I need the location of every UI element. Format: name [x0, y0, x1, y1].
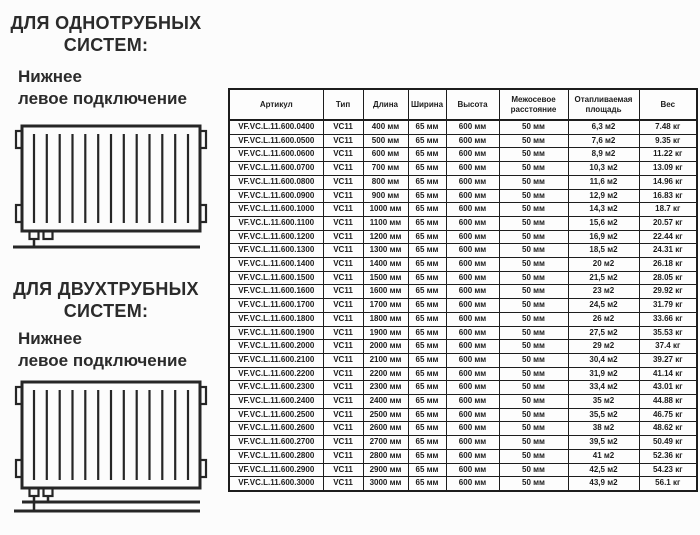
table-cell: 50 мм [499, 477, 568, 491]
table-cell: VF.VC.L.11.600.2500 [229, 408, 323, 422]
table-cell: 24,5 м2 [568, 299, 639, 313]
table-row [229, 449, 697, 463]
table-cell: VC11 [323, 340, 363, 354]
table-row [229, 175, 697, 189]
table-cell: 600 мм [446, 148, 499, 162]
table-cell: 35 м2 [568, 395, 639, 409]
table-cell: 1900 мм [363, 326, 408, 340]
table-cell: 65 мм [408, 477, 446, 491]
table-cell: 2100 мм [363, 353, 408, 367]
table-cell: VF.VC.L.11.600.1300 [229, 244, 323, 258]
column-header-3: Ширина [408, 89, 446, 120]
table-cell: 900 мм [363, 189, 408, 203]
table-cell: VF.VC.L.11.600.0700 [229, 162, 323, 176]
table-cell: VC11 [323, 203, 363, 217]
table-cell: 600 мм [446, 408, 499, 422]
table-cell: 44.88 кг [639, 395, 697, 409]
table-cell: 50 мм [499, 463, 568, 477]
table-cell: VC11 [323, 477, 363, 491]
table-row [229, 395, 697, 409]
table-cell: 18.7 кг [639, 203, 697, 217]
column-header-0: Артикул [229, 89, 323, 120]
two-pipe-section-title [4, 278, 208, 322]
table-cell: 10,3 м2 [568, 162, 639, 176]
table-cell: VF.VC.L.11.600.2600 [229, 422, 323, 436]
table-cell: VC11 [323, 299, 363, 313]
table-cell: 29.92 кг [639, 285, 697, 299]
table-cell: 28.05 кг [639, 271, 697, 285]
table-cell: 2000 мм [363, 340, 408, 354]
table-cell: VC11 [323, 449, 363, 463]
table-cell: 65 мм [408, 162, 446, 176]
table-cell: 50 мм [499, 367, 568, 381]
table-cell: 2600 мм [363, 422, 408, 436]
table-cell: 2500 мм [363, 408, 408, 422]
table-cell: 29 м2 [568, 340, 639, 354]
table-row [229, 285, 697, 299]
table-cell: 65 мм [408, 381, 446, 395]
table-cell: 9.35 кг [639, 134, 697, 148]
table-cell: 700 мм [363, 162, 408, 176]
table-cell: VF.VC.L.11.600.2200 [229, 367, 323, 381]
table-cell: 65 мм [408, 175, 446, 189]
table-cell: 1400 мм [363, 258, 408, 272]
table-cell: VC11 [323, 326, 363, 340]
two-pipe-sub-line2: левое подключение [18, 351, 187, 370]
table-cell: 3000 мм [363, 477, 408, 491]
table-cell: VC11 [323, 436, 363, 450]
table-cell: VF.VC.L.11.600.2000 [229, 340, 323, 354]
table-cell: 33,4 м2 [568, 381, 639, 395]
table-cell: 65 мм [408, 271, 446, 285]
table-cell: 50 мм [499, 230, 568, 244]
table-cell: 20 м2 [568, 258, 639, 272]
table-cell: 600 мм [446, 312, 499, 326]
table-cell: 12,9 м2 [568, 189, 639, 203]
table-row [229, 299, 697, 313]
table-row [229, 340, 697, 354]
table-cell: 31.79 кг [639, 299, 697, 313]
table-row [229, 134, 697, 148]
table-cell: 1300 мм [363, 244, 408, 258]
table-cell: VF.VC.L.11.600.1000 [229, 203, 323, 217]
table-cell: 400 мм [363, 120, 408, 134]
table-cell: 50 мм [499, 449, 568, 463]
table-row [229, 148, 697, 162]
table-cell: 500 мм [363, 134, 408, 148]
table-cell: 600 мм [446, 258, 499, 272]
table-cell: VF.VC.L.11.600.3000 [229, 477, 323, 491]
table-cell: 30,4 м2 [568, 353, 639, 367]
table-cell: VC11 [323, 395, 363, 409]
table-cell: 600 мм [446, 422, 499, 436]
table-cell: 8,9 м2 [568, 148, 639, 162]
table-cell: 43.01 кг [639, 381, 697, 395]
table-cell: 50 мм [499, 340, 568, 354]
table-cell: VF.VC.L.11.600.2800 [229, 449, 323, 463]
table-cell: 600 мм [446, 271, 499, 285]
table-cell: 1100 мм [363, 216, 408, 230]
table-cell: 14,3 м2 [568, 203, 639, 217]
table-cell: 27,5 м2 [568, 326, 639, 340]
two-pipe-connection-label [18, 328, 218, 372]
table-cell: VC11 [323, 230, 363, 244]
column-header-5: Межосевое расстояние [499, 89, 568, 120]
table-cell: VF.VC.L.11.600.0600 [229, 148, 323, 162]
table-cell: 35.53 кг [639, 326, 697, 340]
table-cell: VF.VC.L.11.600.2100 [229, 353, 323, 367]
table-cell: 600 мм [446, 216, 499, 230]
table-cell: 2200 мм [363, 367, 408, 381]
table-cell: 65 мм [408, 326, 446, 340]
table-cell: 50 мм [499, 216, 568, 230]
table-cell: 600 мм [446, 175, 499, 189]
table-cell: 600 мм [446, 340, 499, 354]
table-cell: 50 мм [499, 326, 568, 340]
table-cell: 43,9 м2 [568, 477, 639, 491]
table-cell: 600 мм [446, 244, 499, 258]
table-cell: 50 мм [499, 381, 568, 395]
single-pipe-sub-line2: левое подключение [18, 89, 187, 108]
column-header-4: Высота [446, 89, 499, 120]
table-row [229, 312, 697, 326]
table-cell: VC11 [323, 353, 363, 367]
table-cell: 65 мм [408, 120, 446, 134]
table-cell: 600 мм [446, 162, 499, 176]
table-header-row [229, 89, 697, 120]
table-cell: 50 мм [499, 189, 568, 203]
table-row [229, 216, 697, 230]
table-cell: 56.1 кг [639, 477, 697, 491]
table-cell: 39.27 кг [639, 353, 697, 367]
table-cell: 65 мм [408, 340, 446, 354]
radiator-spec-table [228, 88, 698, 492]
table-cell: VC11 [323, 312, 363, 326]
table-cell: 11.22 кг [639, 148, 697, 162]
table-cell: 35,5 м2 [568, 408, 639, 422]
table-cell: 600 мм [446, 230, 499, 244]
table-cell: 26.18 кг [639, 258, 697, 272]
table-cell: 31,9 м2 [568, 367, 639, 381]
table-cell: 1500 мм [363, 271, 408, 285]
table-cell: 65 мм [408, 449, 446, 463]
table-cell: 600 мм [446, 381, 499, 395]
table-cell: 600 мм [446, 367, 499, 381]
table-cell: 50 мм [499, 271, 568, 285]
table-cell: VF.VC.L.11.600.1800 [229, 312, 323, 326]
table-row [229, 381, 697, 395]
table-cell: 13.09 кг [639, 162, 697, 176]
table-cell: 65 мм [408, 353, 446, 367]
table-cell: 11,6 м2 [568, 175, 639, 189]
table-cell: VC11 [323, 258, 363, 272]
single-pipe-connection-label [18, 66, 218, 110]
table-row [229, 436, 697, 450]
table-cell: 52.36 кг [639, 449, 697, 463]
table-row [229, 162, 697, 176]
table-cell: VF.VC.L.11.600.2300 [229, 381, 323, 395]
radiator-diagram-single-pipe-icon [0, 118, 212, 260]
table-row [229, 258, 697, 272]
table-row [229, 230, 697, 244]
table-cell: 50 мм [499, 395, 568, 409]
single-pipe-section-title [4, 12, 208, 56]
table-cell: VC11 [323, 162, 363, 176]
table-cell: VF.VC.L.11.600.2400 [229, 395, 323, 409]
table-cell: 65 мм [408, 244, 446, 258]
table-cell: 65 мм [408, 367, 446, 381]
table-cell: VC11 [323, 189, 363, 203]
table-cell: 46.75 кг [639, 408, 697, 422]
table-cell: 50 мм [499, 175, 568, 189]
table-cell: 600 мм [446, 134, 499, 148]
table-cell: 38 м2 [568, 422, 639, 436]
table-cell: 50 мм [499, 244, 568, 258]
table-cell: VC11 [323, 422, 363, 436]
table-row [229, 326, 697, 340]
table-cell: 2900 мм [363, 463, 408, 477]
table-row [229, 408, 697, 422]
table-cell: VC11 [323, 148, 363, 162]
table-cell: 18,5 м2 [568, 244, 639, 258]
table-cell: 20.57 кг [639, 216, 697, 230]
table-cell: 22.44 кг [639, 230, 697, 244]
table-cell: VF.VC.L.11.600.1700 [229, 299, 323, 313]
table-cell: VF.VC.L.11.600.0400 [229, 120, 323, 134]
table-cell: VC11 [323, 285, 363, 299]
table-cell: 50 мм [499, 299, 568, 313]
table-cell: 2800 мм [363, 449, 408, 463]
table-cell: VC11 [323, 244, 363, 258]
table-cell: 600 мм [446, 203, 499, 217]
table-cell: 65 мм [408, 312, 446, 326]
spec-table-body [229, 120, 697, 491]
table-cell: 16,9 м2 [568, 230, 639, 244]
table-cell: 600 мм [446, 353, 499, 367]
table-cell: VC11 [323, 408, 363, 422]
table-cell: 2400 мм [363, 395, 408, 409]
single-pipe-title-line2: СИСТЕМ: [63, 35, 149, 55]
table-cell: VC11 [323, 175, 363, 189]
table-cell: 600 мм [446, 189, 499, 203]
table-cell: 65 мм [408, 230, 446, 244]
table-cell: 41.14 кг [639, 367, 697, 381]
table-cell: 600 мм [446, 436, 499, 450]
table-cell: 65 мм [408, 203, 446, 217]
table-cell: 1800 мм [363, 312, 408, 326]
table-row [229, 203, 697, 217]
single-pipe-sub-line1: Нижнее [18, 67, 82, 86]
table-cell: 65 мм [408, 463, 446, 477]
table-cell: 50 мм [499, 285, 568, 299]
table-cell: 65 мм [408, 258, 446, 272]
table-cell: VF.VC.L.11.600.1200 [229, 230, 323, 244]
table-row [229, 422, 697, 436]
table-cell: 33.66 кг [639, 312, 697, 326]
table-cell: 50 мм [499, 162, 568, 176]
column-header-7: Вес [639, 89, 697, 120]
radiator-diagram-two-pipe-icon [0, 376, 212, 518]
table-cell: 50.49 кг [639, 436, 697, 450]
table-cell: 65 мм [408, 148, 446, 162]
table-row [229, 120, 697, 134]
table-cell: VC11 [323, 120, 363, 134]
table-cell: 39,5 м2 [568, 436, 639, 450]
table-cell: 600 мм [446, 449, 499, 463]
table-cell: 65 мм [408, 285, 446, 299]
column-header-2: Длина [363, 89, 408, 120]
table-cell: VF.VC.L.11.600.1400 [229, 258, 323, 272]
table-cell: VF.VC.L.11.600.0800 [229, 175, 323, 189]
table-cell: 50 мм [499, 312, 568, 326]
table-cell: 16.83 кг [639, 189, 697, 203]
column-header-1: Тип [323, 89, 363, 120]
table-cell: VF.VC.L.11.600.1900 [229, 326, 323, 340]
table-cell: 1200 мм [363, 230, 408, 244]
table-cell: 42,5 м2 [568, 463, 639, 477]
table-cell: VF.VC.L.11.600.1500 [229, 271, 323, 285]
table-cell: 48.62 кг [639, 422, 697, 436]
table-row [229, 189, 697, 203]
table-cell: 65 мм [408, 395, 446, 409]
table-cell: 65 мм [408, 436, 446, 450]
table-cell: 600 мм [446, 299, 499, 313]
table-cell: 50 мм [499, 134, 568, 148]
table-cell: 24.31 кг [639, 244, 697, 258]
table-cell: VC11 [323, 367, 363, 381]
table-row [229, 463, 697, 477]
table-cell: VC11 [323, 463, 363, 477]
table-cell: VC11 [323, 134, 363, 148]
table-cell: VF.VC.L.11.600.2700 [229, 436, 323, 450]
table-row [229, 353, 697, 367]
table-cell: VC11 [323, 271, 363, 285]
table-cell: 54.23 кг [639, 463, 697, 477]
table-cell: VC11 [323, 381, 363, 395]
table-row [229, 244, 697, 258]
table-cell: 50 мм [499, 203, 568, 217]
table-cell: 65 мм [408, 189, 446, 203]
table-cell: 2300 мм [363, 381, 408, 395]
table-cell: 15,6 м2 [568, 216, 639, 230]
two-pipe-title-line1: ДЛЯ ДВУХТРУБНЫХ [13, 279, 199, 299]
table-cell: 26 м2 [568, 312, 639, 326]
table-cell: VF.VC.L.11.600.0500 [229, 134, 323, 148]
table-cell: 65 мм [408, 422, 446, 436]
table-cell: 50 мм [499, 422, 568, 436]
table-cell: 50 мм [499, 353, 568, 367]
table-cell: 37.4 кг [639, 340, 697, 354]
table-cell: 50 мм [499, 436, 568, 450]
table-cell: 65 мм [408, 216, 446, 230]
table-cell: 50 мм [499, 258, 568, 272]
table-row [229, 477, 697, 491]
table-cell: VF.VC.L.11.600.0900 [229, 189, 323, 203]
table-cell: 21,5 м2 [568, 271, 639, 285]
table-cell: 1700 мм [363, 299, 408, 313]
table-cell: 1000 мм [363, 203, 408, 217]
table-cell: 50 мм [499, 408, 568, 422]
table-cell: 50 мм [499, 148, 568, 162]
single-pipe-title-line1: ДЛЯ ОДНОТРУБНЫХ [10, 13, 202, 33]
table-cell: 14.96 кг [639, 175, 697, 189]
table-cell: 50 мм [499, 120, 568, 134]
table-cell: 800 мм [363, 175, 408, 189]
table-cell: 41 м2 [568, 449, 639, 463]
table-cell: VF.VC.L.11.600.1600 [229, 285, 323, 299]
table-cell: 2700 мм [363, 436, 408, 450]
table-cell: VF.VC.L.11.600.1100 [229, 216, 323, 230]
table-cell: VF.VC.L.11.600.2900 [229, 463, 323, 477]
two-pipe-sub-line1: Нижнее [18, 329, 82, 348]
table-cell: 600 мм [446, 463, 499, 477]
table-cell: 23 м2 [568, 285, 639, 299]
table-cell: 600 мм [446, 285, 499, 299]
table-cell: 600 мм [446, 395, 499, 409]
table-row [229, 367, 697, 381]
table-cell: 6,3 м2 [568, 120, 639, 134]
table-cell: VC11 [323, 216, 363, 230]
table-cell: 65 мм [408, 299, 446, 313]
table-cell: 600 мм [446, 326, 499, 340]
two-pipe-title-line2: СИСТЕМ: [63, 301, 149, 321]
table-cell: 1600 мм [363, 285, 408, 299]
table-cell: 7.48 кг [639, 120, 697, 134]
table-row [229, 271, 697, 285]
table-cell: 7,6 м2 [568, 134, 639, 148]
table-cell: 600 мм [363, 148, 408, 162]
table-cell: 600 мм [446, 120, 499, 134]
column-header-6: Отапливаемая площадь [568, 89, 639, 120]
table-cell: 65 мм [408, 408, 446, 422]
table-cell: 600 мм [446, 477, 499, 491]
table-cell: 65 мм [408, 134, 446, 148]
